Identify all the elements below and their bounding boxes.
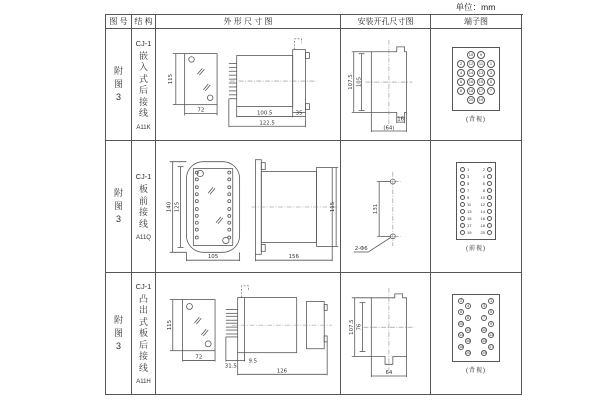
terminal-block — [452, 294, 500, 362]
terminal-pin: 13 — [478, 69, 484, 75]
install-drawing-cell — [341, 273, 431, 394]
outline-drawing-a11k — [156, 30, 340, 140]
dim-label: (64) — [382, 124, 394, 131]
structure-desc: 嵌入式后接线 — [138, 50, 148, 118]
dim-label: 115 — [330, 201, 337, 212]
terminal-pin: 10 — [459, 321, 464, 326]
figure-no-cell — [106, 273, 132, 394]
terminal-pin: 9 — [477, 51, 485, 59]
terminal-pin: 7 — [482, 315, 486, 320]
terminal-pin: 16 — [466, 339, 471, 344]
terminal-number: 20 — [480, 229, 485, 235]
model-label: CJ-1 — [135, 38, 152, 48]
install-drawing-a11q — [342, 142, 430, 272]
outline-drawing-cell — [156, 273, 341, 394]
terminal-pin — [487, 174, 492, 179]
dim-label: 100.5 — [256, 109, 273, 116]
terminal-number: 9 — [467, 194, 470, 200]
terminal-posts — [195, 171, 230, 239]
terminal-pin: 18 — [459, 344, 464, 349]
terminal-pin: 11 — [478, 60, 484, 66]
header-install-dims: 安装开孔尺寸图 — [341, 15, 431, 29]
front-view — [167, 161, 240, 260]
terminal-number: 1 — [467, 166, 470, 172]
terminal-pin — [460, 188, 465, 193]
terminal-number: 5 — [467, 180, 470, 186]
terminal-number: 18 — [480, 222, 485, 228]
terminal-number: 10 — [480, 194, 485, 200]
terminal-cell — [431, 29, 521, 141]
terminal-pin: 1 — [489, 298, 493, 303]
figure-no-cell — [106, 29, 132, 141]
dim-label: 31.5 — [224, 363, 237, 370]
terminal-pin: 4 — [457, 69, 465, 77]
terminal-number: 17 — [467, 222, 472, 228]
terminal-pin: 13 — [489, 333, 494, 338]
terminal-pin: 7 — [487, 87, 495, 95]
structure-desc: 凸出式板后接线 — [138, 293, 148, 373]
terminal-pin: 17 — [489, 344, 494, 349]
type-code: A11H — [136, 379, 151, 386]
terminal-pin: 8 — [466, 315, 470, 320]
terminal-pin: 2 — [457, 60, 465, 68]
model-label: CJ-1 — [135, 172, 152, 181]
terminal-pin: 19 — [482, 350, 487, 355]
view-caption: (背视) — [466, 367, 486, 374]
side-view — [229, 38, 316, 126]
type-code: A11Q — [136, 235, 151, 241]
terminal-pin — [460, 174, 465, 179]
terminal-pin — [460, 195, 465, 200]
terminal-pin: 16 — [468, 78, 474, 84]
dim-label: 9.5 — [248, 358, 258, 365]
terminal-pin: 12 — [468, 60, 474, 66]
terminal-number: 12 — [480, 201, 485, 207]
terminal-number: 13 — [467, 208, 472, 214]
view-caption: (背视) — [466, 116, 486, 123]
terminal-pin — [487, 230, 492, 235]
terminal-pin — [487, 209, 492, 214]
terminal-block — [452, 47, 500, 111]
figure-no: 附图3 — [113, 66, 123, 102]
side-view — [225, 286, 332, 375]
terminal-pin: 15 — [478, 78, 484, 84]
terminal-block — [456, 162, 496, 240]
dim-label: 107.5 — [348, 319, 355, 335]
terminal-diagram-a11h — [452, 294, 500, 374]
terminal-pin: 19 — [478, 96, 484, 102]
hole-spec-label: 2-Φ6 — [354, 245, 368, 252]
terminal-pin: 3 — [482, 304, 486, 309]
terminal-pin: 2 — [459, 298, 463, 303]
dim-label: 105 — [356, 76, 363, 87]
terminal-diagram-a11q — [456, 162, 496, 252]
side-view — [251, 159, 338, 260]
header-terminal: 端子图 — [431, 15, 521, 29]
terminal-pin — [487, 216, 492, 221]
terminal-pin — [487, 181, 492, 186]
figure-no: 附图3 — [113, 315, 123, 351]
dim-label: 107.5 — [347, 73, 354, 90]
terminal-pin: 8 — [457, 87, 465, 95]
terminal-number: 8 — [482, 187, 485, 193]
terminal-pin — [460, 209, 465, 214]
structure-cell — [132, 29, 156, 141]
terminal-pin: 20 — [466, 350, 471, 355]
install-drawing-cell — [341, 29, 431, 141]
outline-drawing-cell — [156, 141, 341, 273]
front-view — [168, 53, 217, 115]
outline-drawing-a11q — [156, 142, 340, 272]
terminal-number: 7 — [467, 187, 470, 193]
terminal-pin — [460, 216, 465, 221]
dim-label: 72 — [195, 354, 203, 361]
terminal-pin: 12 — [466, 327, 471, 332]
terminal-pin: 14 — [468, 69, 474, 75]
dim-label: 156 — [288, 253, 299, 260]
terminal-number: 6 — [482, 180, 485, 186]
header-structure: 结 构 — [132, 15, 156, 29]
terminal-number: 11 — [467, 201, 472, 207]
view-caption: (前视) — [466, 245, 486, 252]
install-drawing-a11h — [342, 274, 430, 393]
dimension-table — [105, 14, 522, 395]
header-outline-dims: 外 形 尺 寸 图 — [156, 15, 341, 29]
terminal-pin — [460, 230, 465, 235]
terminal-pin: 14 — [459, 333, 464, 338]
dim-label: 125 — [174, 201, 181, 212]
terminal-pin — [460, 223, 465, 228]
terminal-pin — [460, 167, 465, 172]
outline-drawing-cell — [156, 29, 341, 141]
terminal-pin: 6 — [459, 310, 463, 315]
terminal-pin — [487, 202, 492, 207]
model-label: CJ-1 — [135, 281, 152, 291]
structure-cell — [132, 141, 156, 273]
dim-label: 72 — [197, 107, 205, 114]
dim-label: 115 — [167, 73, 174, 84]
dim-label: 140 — [166, 201, 173, 212]
terminal-pin: 3 — [487, 69, 495, 77]
terminal-pin — [460, 202, 465, 207]
front-view — [167, 300, 215, 362]
terminal-pin — [460, 181, 465, 186]
terminal-pin: 1 — [487, 60, 495, 68]
terminal-number: 4 — [482, 173, 485, 179]
terminal-pin: 20 — [468, 96, 474, 102]
install-drawing-a11k — [342, 30, 430, 140]
terminal-pin — [487, 223, 492, 228]
install-drawing-cell — [341, 141, 431, 273]
terminal-pin — [487, 188, 492, 193]
terminal-pin: 6 — [457, 78, 465, 86]
structure-cell — [132, 273, 156, 394]
terminal-diagram-a11k — [452, 47, 500, 123]
header-figure-no: 图 号 — [106, 15, 132, 29]
terminal-number: 15 — [467, 215, 472, 221]
terminal-pin — [487, 167, 492, 172]
terminal-pin: 9 — [489, 321, 493, 326]
terminal-cell — [431, 273, 521, 394]
terminal-pin: 10 — [468, 51, 474, 57]
dim-label: 131 — [372, 203, 379, 214]
terminal-pin: 18 — [468, 87, 474, 93]
outline-drawing-a11h — [156, 274, 340, 393]
type-code: A11K — [136, 124, 151, 131]
terminal-number: 16 — [480, 215, 485, 221]
dim-label: 35 — [295, 109, 303, 116]
figure-no: 附图3 — [113, 188, 123, 224]
dim-label: 16 — [396, 116, 404, 123]
terminal-pin: 5 — [487, 78, 495, 86]
terminal-pin: 11 — [482, 327, 486, 332]
terminal-number: 19 — [467, 229, 472, 235]
figure-no-cell — [106, 141, 132, 273]
terminal-pin: 4 — [466, 304, 470, 309]
terminal-number: 14 — [480, 208, 485, 214]
dim-label: 64 — [385, 370, 392, 377]
terminal-pin: 5 — [489, 310, 493, 315]
dim-label: 122.5 — [259, 119, 275, 126]
unit-label: 单位：mm — [428, 1, 523, 15]
terminal-pin: 15 — [482, 339, 487, 344]
dim-label: 76 — [356, 323, 363, 331]
structure-desc: 板前接线 — [138, 184, 148, 229]
dim-label: 126 — [276, 368, 288, 375]
terminal-pin — [487, 195, 492, 200]
terminal-number: 2 — [482, 166, 485, 172]
terminal-pin: 17 — [478, 87, 484, 93]
dim-label: 115 — [166, 319, 173, 331]
terminal-cell — [431, 141, 521, 273]
dim-label: 105 — [207, 253, 219, 260]
terminal-number: 3 — [467, 173, 470, 179]
